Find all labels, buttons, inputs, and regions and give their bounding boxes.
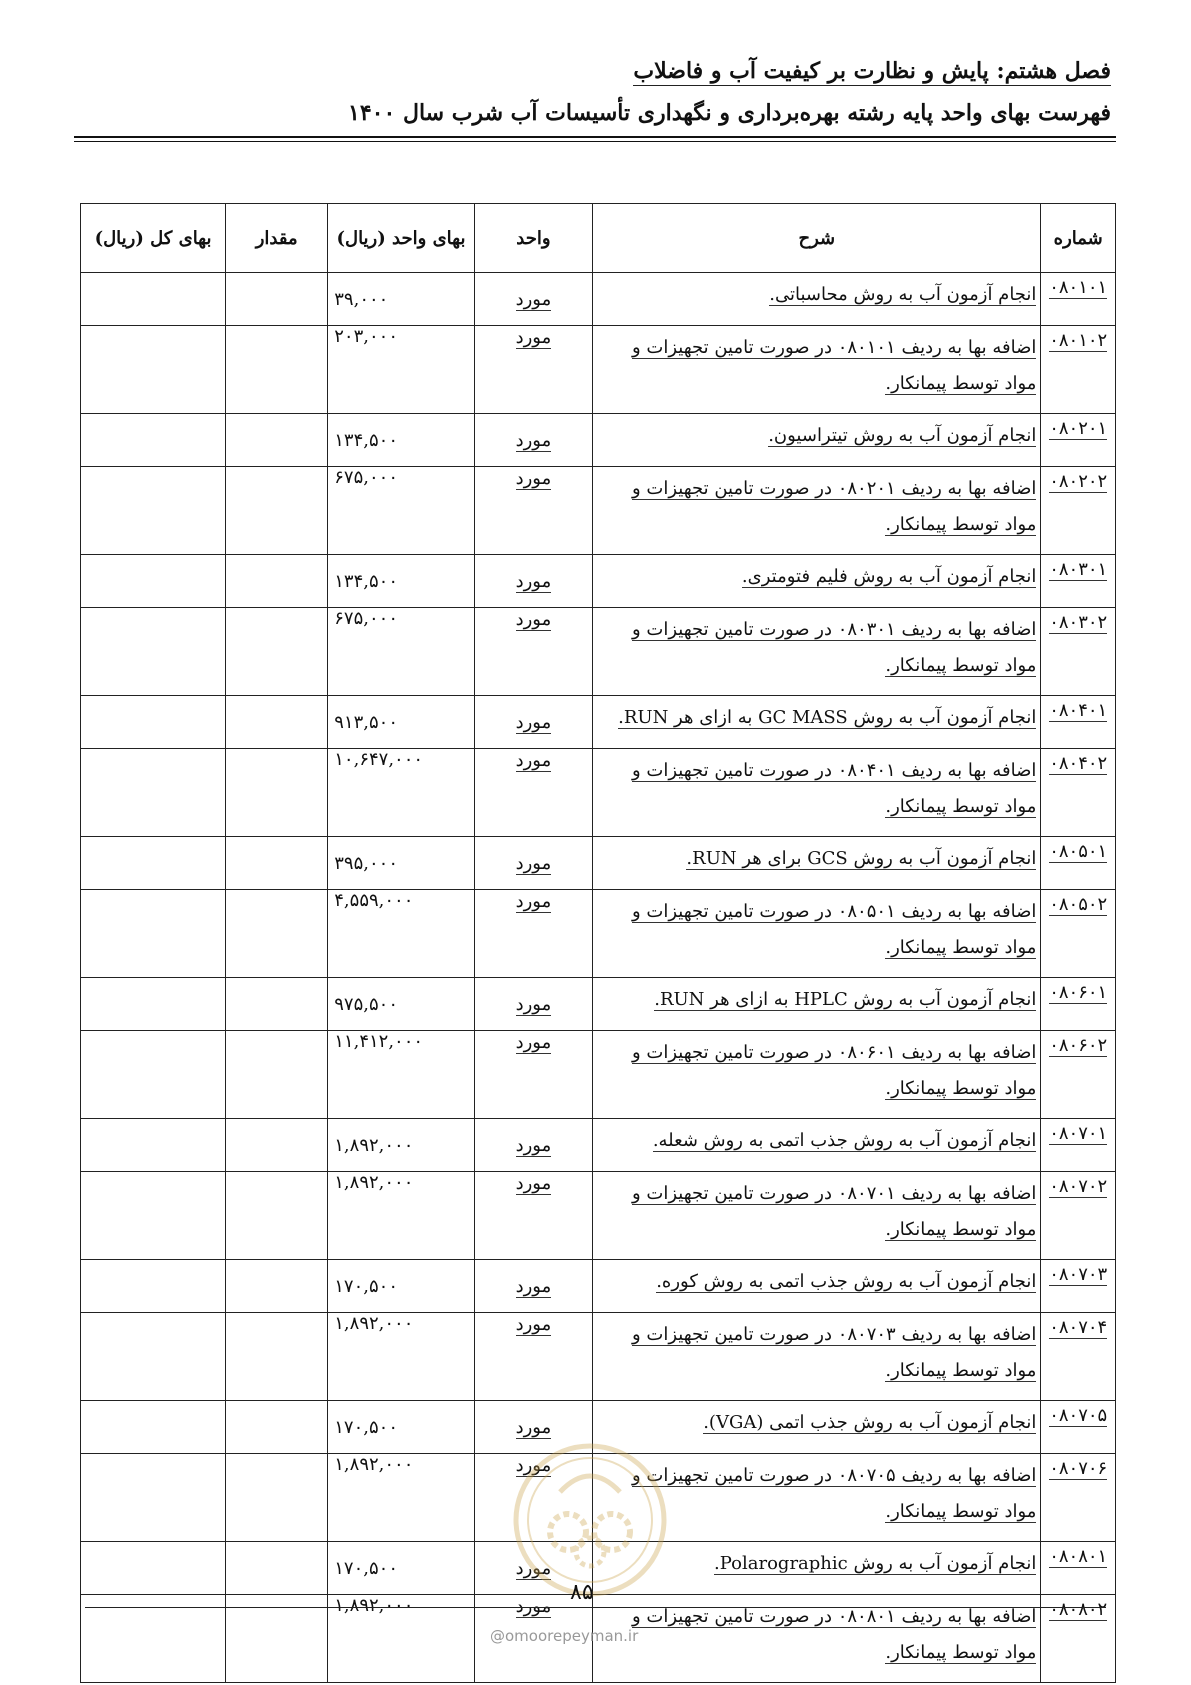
chapter-title: فصل هشتم: پایش و نظارت بر کیفیت آب و فاضلاب: [633, 58, 1111, 84]
row-code: ۰۸۰۱۰۱: [1049, 277, 1108, 298]
header-rule-thin: [74, 141, 1116, 142]
row-total-price-cell: [81, 837, 226, 890]
row-unit: مورد: [515, 853, 552, 874]
row-description: اضافه بها به ردیف ۰۸۰۱۰۱ در صورت تامین تجهیزات و مواد توسط پیمانکار.: [631, 337, 1037, 394]
row-code-cell: [1041, 1260, 1116, 1313]
row-unit-cell: [474, 1119, 592, 1172]
row-code: ۰۸۰۸۰۱: [1049, 1546, 1108, 1567]
row-unit-cell: [474, 1031, 592, 1119]
row-unit-price-cell: [328, 273, 474, 326]
row-unit-price: ۱,۸۹۲,۰۰۰: [334, 1313, 414, 1334]
row-code: ۰۸۰۶۰۲: [1049, 1035, 1108, 1056]
row-description-cell: [593, 890, 1041, 978]
row-quantity-cell: [226, 467, 328, 555]
table-row: [81, 1119, 1116, 1172]
row-unit-cell: [474, 1313, 592, 1401]
row-quantity-cell: [226, 608, 328, 696]
table-row: [81, 978, 1116, 1031]
row-total-price-cell: [81, 555, 226, 608]
table-header-row: [81, 204, 1116, 273]
row-unit-price-cell: [328, 1313, 474, 1401]
row-description: انجام آزمون آب به روش Polarographic.: [714, 1553, 1037, 1574]
row-code: ۰۸۰۱۰۲: [1049, 330, 1108, 351]
row-unit: مورد: [515, 750, 552, 771]
table-row: [81, 1031, 1116, 1119]
row-code-cell: [1041, 608, 1116, 696]
row-description: اضافه بها به ردیف ۰۸۰۲۰۱ در صورت تامین تجهیزات و مواد توسط پیمانکار.: [631, 478, 1037, 535]
row-description: انجام آزمون آب به روش GC MASS به ازای هر RUN.: [618, 707, 1037, 728]
row-code: ۰۸۰۵۰۱: [1049, 841, 1108, 862]
row-unit-price-cell: [328, 326, 474, 414]
row-description: اضافه بها به ردیف ۰۸۰۷۰۳ در صورت تامین تجهیزات و مواد توسط پیمانکار.: [631, 1324, 1037, 1381]
column-header-description: شرح: [593, 204, 1041, 273]
column-header-unit: واحد: [474, 204, 592, 273]
row-description-cell: [593, 1260, 1041, 1313]
row-unit: مورد: [515, 1417, 552, 1438]
row-unit: مورد: [515, 1596, 552, 1617]
row-unit-cell: [474, 414, 592, 467]
row-unit-cell: [474, 326, 592, 414]
row-description: انجام آزمون آب به روش فلیم فتومتری.: [741, 566, 1037, 587]
row-unit-price-cell: [328, 696, 474, 749]
row-quantity-cell: [226, 890, 328, 978]
row-unit-price-cell: [328, 1119, 474, 1172]
row-code: ۰۸۰۴۰۱: [1049, 700, 1108, 721]
row-total-price-cell: [81, 696, 226, 749]
column-header-code: شماره: [1041, 204, 1116, 273]
row-total-price-cell: [81, 1260, 226, 1313]
row-description-cell: [593, 1119, 1041, 1172]
row-unit-price: ۱,۸۹۲,۰۰۰: [334, 1172, 414, 1193]
row-unit-price-cell: [328, 978, 474, 1031]
row-unit: مورد: [515, 1173, 552, 1194]
row-code: ۰۸۰۳۰۱: [1049, 559, 1108, 580]
table-row: [81, 467, 1116, 555]
row-code-cell: [1041, 273, 1116, 326]
row-unit-price: ۱۷۰,۵۰۰: [334, 1416, 398, 1438]
row-total-price-cell: [81, 1454, 226, 1542]
row-code-cell: [1041, 978, 1116, 1031]
seal-watermark: [510, 1440, 670, 1600]
row-quantity-cell: [226, 1172, 328, 1260]
row-unit-price: ۳۹۵,۰۰۰: [334, 852, 398, 874]
row-quantity-cell: [226, 273, 328, 326]
row-quantity-cell: [226, 749, 328, 837]
row-unit-price-cell: [328, 1031, 474, 1119]
row-description-cell: [593, 837, 1041, 890]
row-unit: مورد: [515, 468, 552, 489]
row-unit-cell: [474, 555, 592, 608]
document-title: فهرست بهای واحد پایه رشته بهره‌برداری و نگهداری تأسیسات آب شرب سال ۱۴۰۰: [348, 100, 1111, 126]
row-unit-price: ۶۷۵,۰۰۰: [334, 608, 398, 629]
row-code-cell: [1041, 837, 1116, 890]
row-code: ۰۸۰۵۰۲: [1049, 894, 1108, 915]
row-total-price-cell: [81, 467, 226, 555]
table-row: [81, 555, 1116, 608]
row-unit: مورد: [515, 1135, 552, 1156]
row-unit-price: ۱۰,۶۴۷,۰۰۰: [334, 749, 424, 770]
row-description-cell: [593, 1172, 1041, 1260]
row-unit-cell: [474, 1172, 592, 1260]
row-total-price-cell: [81, 1313, 226, 1401]
row-total-price-cell: [81, 608, 226, 696]
row-code-cell: [1041, 749, 1116, 837]
row-quantity-cell: [226, 326, 328, 414]
column-header-total-price: بهای کل (ریال): [81, 204, 226, 273]
row-unit: مورد: [515, 1314, 552, 1335]
row-code-cell: [1041, 890, 1116, 978]
table-row: [81, 837, 1116, 890]
row-unit: مورد: [515, 571, 552, 592]
row-unit-price: ۱,۸۹۲,۰۰۰: [334, 1595, 414, 1616]
row-total-price-cell: [81, 1031, 226, 1119]
row-code: ۰۸۰۷۰۳: [1049, 1264, 1108, 1285]
row-description: انجام آزمون آب به روش جذب اتمی (VGA).: [703, 1412, 1037, 1433]
row-code-cell: [1041, 1119, 1116, 1172]
row-unit-price: ۹۷۵,۵۰۰: [334, 993, 398, 1015]
row-description-cell: [593, 273, 1041, 326]
row-quantity-cell: [226, 1119, 328, 1172]
row-quantity-cell: [226, 1401, 328, 1454]
row-code-cell: [1041, 1401, 1116, 1454]
row-code-cell: [1041, 555, 1116, 608]
row-unit: مورد: [515, 1455, 552, 1476]
row-unit-price: ۴,۵۵۹,۰۰۰: [334, 890, 414, 911]
row-description: اضافه بها به ردیف ۰۸۰۸۰۱ در صورت تامین تجهیزات و مواد توسط پیمانکار.: [631, 1606, 1037, 1663]
row-unit: مورد: [515, 994, 552, 1015]
row-unit: مورد: [515, 327, 552, 348]
row-unit-price-cell: [328, 890, 474, 978]
row-total-price-cell: [81, 1172, 226, 1260]
row-unit-price: ۱۳۴,۵۰۰: [334, 429, 398, 451]
row-unit: مورد: [515, 609, 552, 630]
row-code: ۰۸۰۷۰۵: [1049, 1405, 1108, 1426]
row-code-cell: [1041, 414, 1116, 467]
row-quantity-cell: [226, 1031, 328, 1119]
table-row: [81, 273, 1116, 326]
row-quantity-cell: [226, 696, 328, 749]
row-quantity-cell: [226, 978, 328, 1031]
row-unit-cell: [474, 608, 592, 696]
table-row: [81, 1260, 1116, 1313]
row-code-cell: [1041, 1542, 1116, 1595]
row-unit-cell: [474, 1260, 592, 1313]
row-unit: مورد: [515, 289, 552, 310]
row-unit-price-cell: [328, 608, 474, 696]
row-description-cell: [593, 978, 1041, 1031]
footer-rule: [85, 1607, 1106, 1608]
row-unit: مورد: [515, 1558, 552, 1579]
row-unit-price-cell: [328, 555, 474, 608]
row-total-price-cell: [81, 1119, 226, 1172]
row-description-cell: [593, 555, 1041, 608]
table-row: [81, 326, 1116, 414]
row-total-price-cell: [81, 749, 226, 837]
row-description: اضافه بها به ردیف ۰۸۰۵۰۱ در صورت تامین تجهیزات و مواد توسط پیمانکار.: [631, 901, 1037, 958]
row-unit-cell: [474, 273, 592, 326]
row-description: انجام آزمون آب به روش جذب اتمی به روش شعله.: [652, 1130, 1037, 1151]
row-description-cell: [593, 608, 1041, 696]
row-description: انجام آزمون آب به روش محاسباتی.: [769, 284, 1037, 305]
row-code: ۰۸۰۳۰۲: [1049, 612, 1108, 633]
row-total-price-cell: [81, 978, 226, 1031]
table-row: [81, 608, 1116, 696]
row-unit: مورد: [515, 891, 552, 912]
row-description: انجام آزمون آب به روش جذب اتمی به روش کوره.: [656, 1271, 1037, 1292]
row-description: انجام آزمون آب به روش GCS برای هر RUN.: [686, 848, 1037, 869]
row-quantity-cell: [226, 555, 328, 608]
row-unit-cell: [474, 890, 592, 978]
row-total-price-cell: [81, 414, 226, 467]
row-unit-price: ۶۷۵,۰۰۰: [334, 467, 398, 488]
row-total-price-cell: [81, 1401, 226, 1454]
row-unit-price-cell: [328, 749, 474, 837]
row-unit-price-cell: [328, 1172, 474, 1260]
row-description: اضافه بها به ردیف ۰۸۰۳۰۱ در صورت تامین تجهیزات و مواد توسط پیمانکار.: [631, 619, 1037, 676]
column-header-unit-price: بهای واحد (ریال): [328, 204, 474, 273]
row-description: انجام آزمون آب به روش HPLC به ازای هر RUN.: [654, 989, 1037, 1010]
row-description: اضافه بها به ردیف ۰۸۰۶۰۱ در صورت تامین تجهیزات و مواد توسط پیمانکار.: [631, 1042, 1037, 1099]
row-code-cell: [1041, 1172, 1116, 1260]
row-unit-cell: [474, 978, 592, 1031]
row-unit-price: ۱۳۴,۵۰۰: [334, 570, 398, 592]
row-unit: مورد: [515, 712, 552, 733]
row-unit: مورد: [515, 1032, 552, 1053]
table-row: [81, 890, 1116, 978]
row-code-cell: [1041, 1031, 1116, 1119]
row-unit-cell: [474, 696, 592, 749]
row-unit-price: ۱۱,۴۱۲,۰۰۰: [334, 1031, 424, 1052]
table-row: [81, 1172, 1116, 1260]
row-total-price-cell: [81, 273, 226, 326]
column-header-quantity: مقدار: [226, 204, 328, 273]
row-code: ۰۸۰۷۰۲: [1049, 1176, 1108, 1197]
row-unit-price-cell: [328, 467, 474, 555]
row-unit-price-cell: [328, 1454, 474, 1542]
row-total-price-cell: [81, 326, 226, 414]
row-total-price-cell: [81, 1542, 226, 1595]
row-unit-price-cell: [328, 1542, 474, 1595]
row-unit-price: ۱۷۰,۵۰۰: [334, 1557, 398, 1579]
row-code: ۰۸۰۲۰۲: [1049, 471, 1108, 492]
row-unit: مورد: [515, 1276, 552, 1297]
row-code-cell: [1041, 467, 1116, 555]
row-code: ۰۸۰۷۰۴: [1049, 1317, 1108, 1338]
row-description-cell: [593, 749, 1041, 837]
row-unit-price-cell: [328, 414, 474, 467]
row-code-cell: [1041, 1454, 1116, 1542]
page-number: ۸۵: [570, 1580, 594, 1605]
row-unit-price: ۹۱۳,۵۰۰: [334, 711, 398, 733]
row-unit-cell: [474, 837, 592, 890]
row-description-cell: [593, 696, 1041, 749]
row-unit-cell: [474, 749, 592, 837]
row-unit-price-cell: [328, 1260, 474, 1313]
row-unit-price: ۳۹,۰۰۰: [334, 288, 389, 310]
row-description-cell: [593, 1031, 1041, 1119]
row-code-cell: [1041, 696, 1116, 749]
row-quantity-cell: [226, 1313, 328, 1401]
header-rule: [74, 136, 1116, 138]
row-unit-price-cell: [328, 837, 474, 890]
table-row: [81, 696, 1116, 749]
row-unit: مورد: [515, 430, 552, 451]
row-code: ۰۸۰۸۰۲: [1049, 1599, 1108, 1620]
row-code-cell: [1041, 326, 1116, 414]
row-description: انجام آزمون آب به روش تیتراسیون.: [768, 425, 1037, 446]
row-code: ۰۸۰۴۰۲: [1049, 753, 1108, 774]
row-unit-price-cell: [328, 1401, 474, 1454]
row-code: ۰۸۰۷۰۱: [1049, 1123, 1108, 1144]
table-row: [81, 414, 1116, 467]
table-row: [81, 749, 1116, 837]
row-description-cell: [593, 467, 1041, 555]
row-quantity-cell: [226, 1260, 328, 1313]
row-description-cell: [593, 326, 1041, 414]
row-unit-price: ۱,۸۹۲,۰۰۰: [334, 1134, 414, 1156]
row-unit-cell: [474, 467, 592, 555]
row-code: ۰۸۰۶۰۱: [1049, 982, 1108, 1003]
row-description: اضافه بها به ردیف ۰۸۰۴۰۱ در صورت تامین تجهیزات و مواد توسط پیمانکار.: [631, 760, 1037, 817]
row-quantity-cell: [226, 837, 328, 890]
row-unit-price: ۲۰۳,۰۰۰: [334, 326, 398, 347]
row-total-price-cell: [81, 890, 226, 978]
row-description: اضافه بها به ردیف ۰۸۰۷۰۵ در صورت تامین تجهیزات و مواد توسط پیمانکار.: [631, 1465, 1037, 1522]
row-code: ۰۸۰۷۰۶: [1049, 1458, 1108, 1479]
watermark-url: @omoorepeyman.ir: [490, 1627, 639, 1645]
row-code: ۰۸۰۲۰۱: [1049, 418, 1108, 439]
row-unit-price: ۱۷۰,۵۰۰: [334, 1275, 398, 1297]
row-quantity-cell: [226, 1454, 328, 1542]
row-quantity-cell: [226, 414, 328, 467]
row-quantity-cell: [226, 1542, 328, 1595]
row-description: اضافه بها به ردیف ۰۸۰۷۰۱ در صورت تامین تجهیزات و مواد توسط پیمانکار.: [631, 1183, 1037, 1240]
table-row: [81, 1313, 1116, 1401]
row-description-cell: [593, 414, 1041, 467]
row-description-cell: [593, 1313, 1041, 1401]
row-code-cell: [1041, 1313, 1116, 1401]
row-unit-price: ۱,۸۹۲,۰۰۰: [334, 1454, 414, 1475]
